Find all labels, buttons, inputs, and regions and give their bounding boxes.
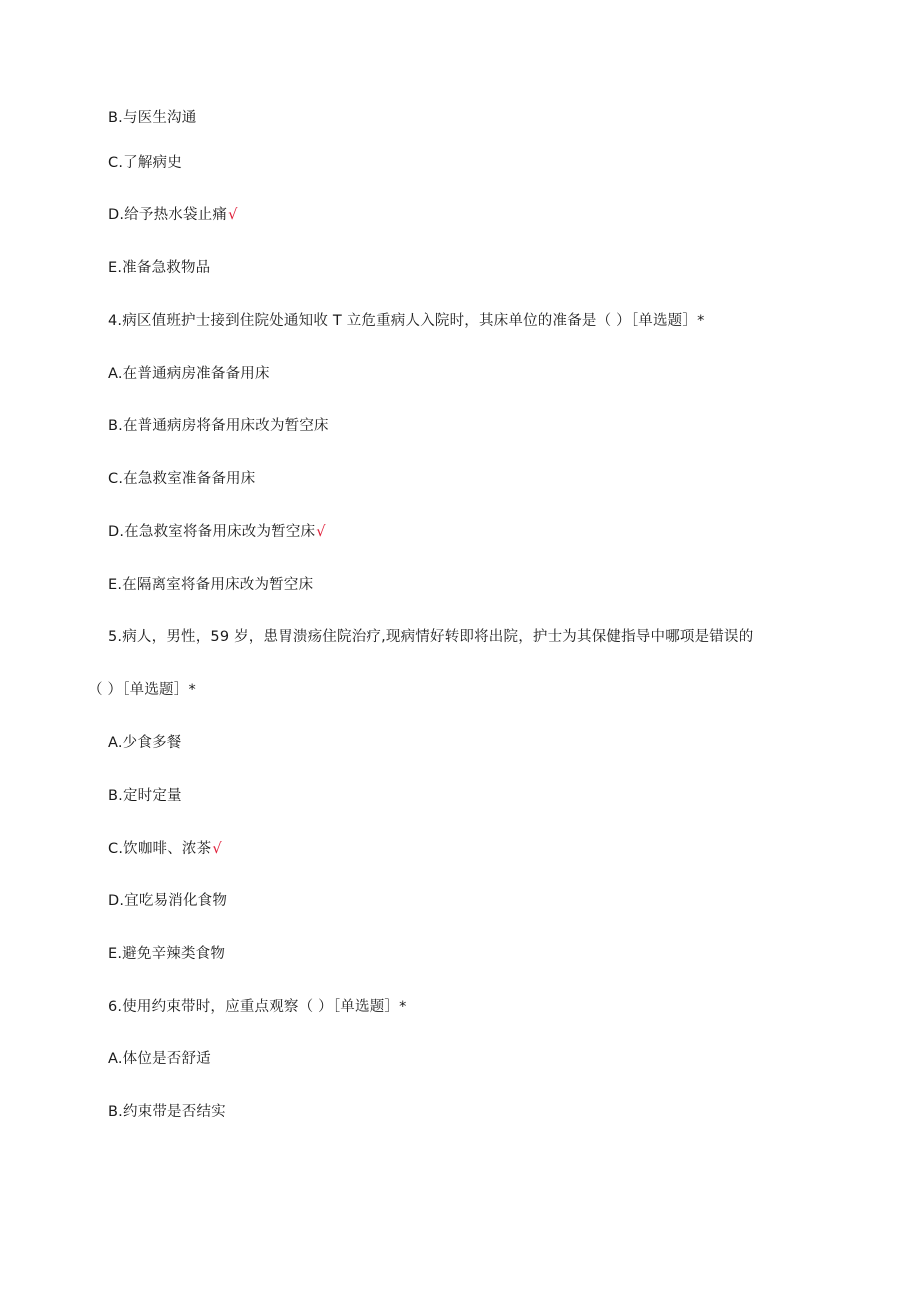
option-text: D.给予热水袋止痛 — [108, 207, 228, 223]
option-text: A.在普通病房准备备用床 — [108, 366, 270, 382]
line-q4-option-a — [108, 364, 270, 384]
option-text: C.在急救室准备备用床 — [108, 471, 256, 487]
question-4 — [108, 311, 705, 331]
line-q5-option-b — [108, 786, 182, 806]
question-text: （ ）［单选题］* — [88, 682, 196, 698]
question-text: 5.病人，男性，59 岁，患胃溃疡住院治疗,现病情好转即将出院，护士为其保健指导中哪项是错误的 — [108, 629, 754, 645]
option-text: D.宜吃易消化食物 — [108, 893, 228, 909]
line-q4-option-d — [108, 522, 326, 542]
option-text: C.饮咖啡、浓茶 — [108, 841, 212, 857]
line-q5-option-a — [108, 733, 181, 753]
line-q3-option-b — [108, 108, 196, 128]
option-text: A.体位是否舒适 — [108, 1051, 211, 1067]
line-q6-option-a — [108, 1049, 211, 1069]
question-5-continuation — [88, 680, 196, 700]
option-text: C.了解病史 — [108, 155, 182, 171]
option-text: E.准备急救物品 — [108, 260, 211, 276]
question-6 — [108, 997, 407, 1017]
line-q5-option-c — [108, 839, 222, 859]
option-text: E.在隔离室将备用床改为暂空床 — [108, 577, 314, 593]
line-q6-option-b — [108, 1102, 226, 1122]
line-q3-option-d — [108, 205, 238, 225]
line-q4-option-c — [108, 469, 255, 489]
correct-check-mark: √ — [316, 524, 326, 540]
option-text: D.在急救室将备用床改为暂空床 — [108, 524, 316, 540]
question-text: 6.使用约束带时，应重点观察（ ）［单选题］* — [108, 999, 407, 1015]
correct-check-mark: √ — [212, 841, 222, 857]
line-q3-option-e — [108, 258, 210, 278]
line-q3-option-c — [108, 153, 182, 173]
line-q4-option-e — [108, 575, 313, 595]
option-text: E.避免辛辣类食物 — [108, 946, 226, 962]
option-text: B.约束带是否结实 — [108, 1104, 226, 1120]
option-text: B.与医生沟通 — [108, 110, 197, 126]
line-q5-option-e — [108, 944, 225, 964]
question-text: 4.病区值班护士接到住院处通知收 T 立危重病人入院时，其床单位的准备是（ ）［单选题］* — [108, 313, 705, 329]
option-text: A.少食多餐 — [108, 735, 182, 751]
line-q5-option-d — [108, 891, 227, 911]
option-text: B.定时定量 — [108, 788, 182, 804]
question-5 — [108, 627, 753, 647]
correct-check-mark: √ — [228, 207, 238, 223]
option-text: B.在普通病房将备用床改为暂空床 — [108, 418, 329, 434]
line-q4-option-b — [108, 416, 329, 436]
